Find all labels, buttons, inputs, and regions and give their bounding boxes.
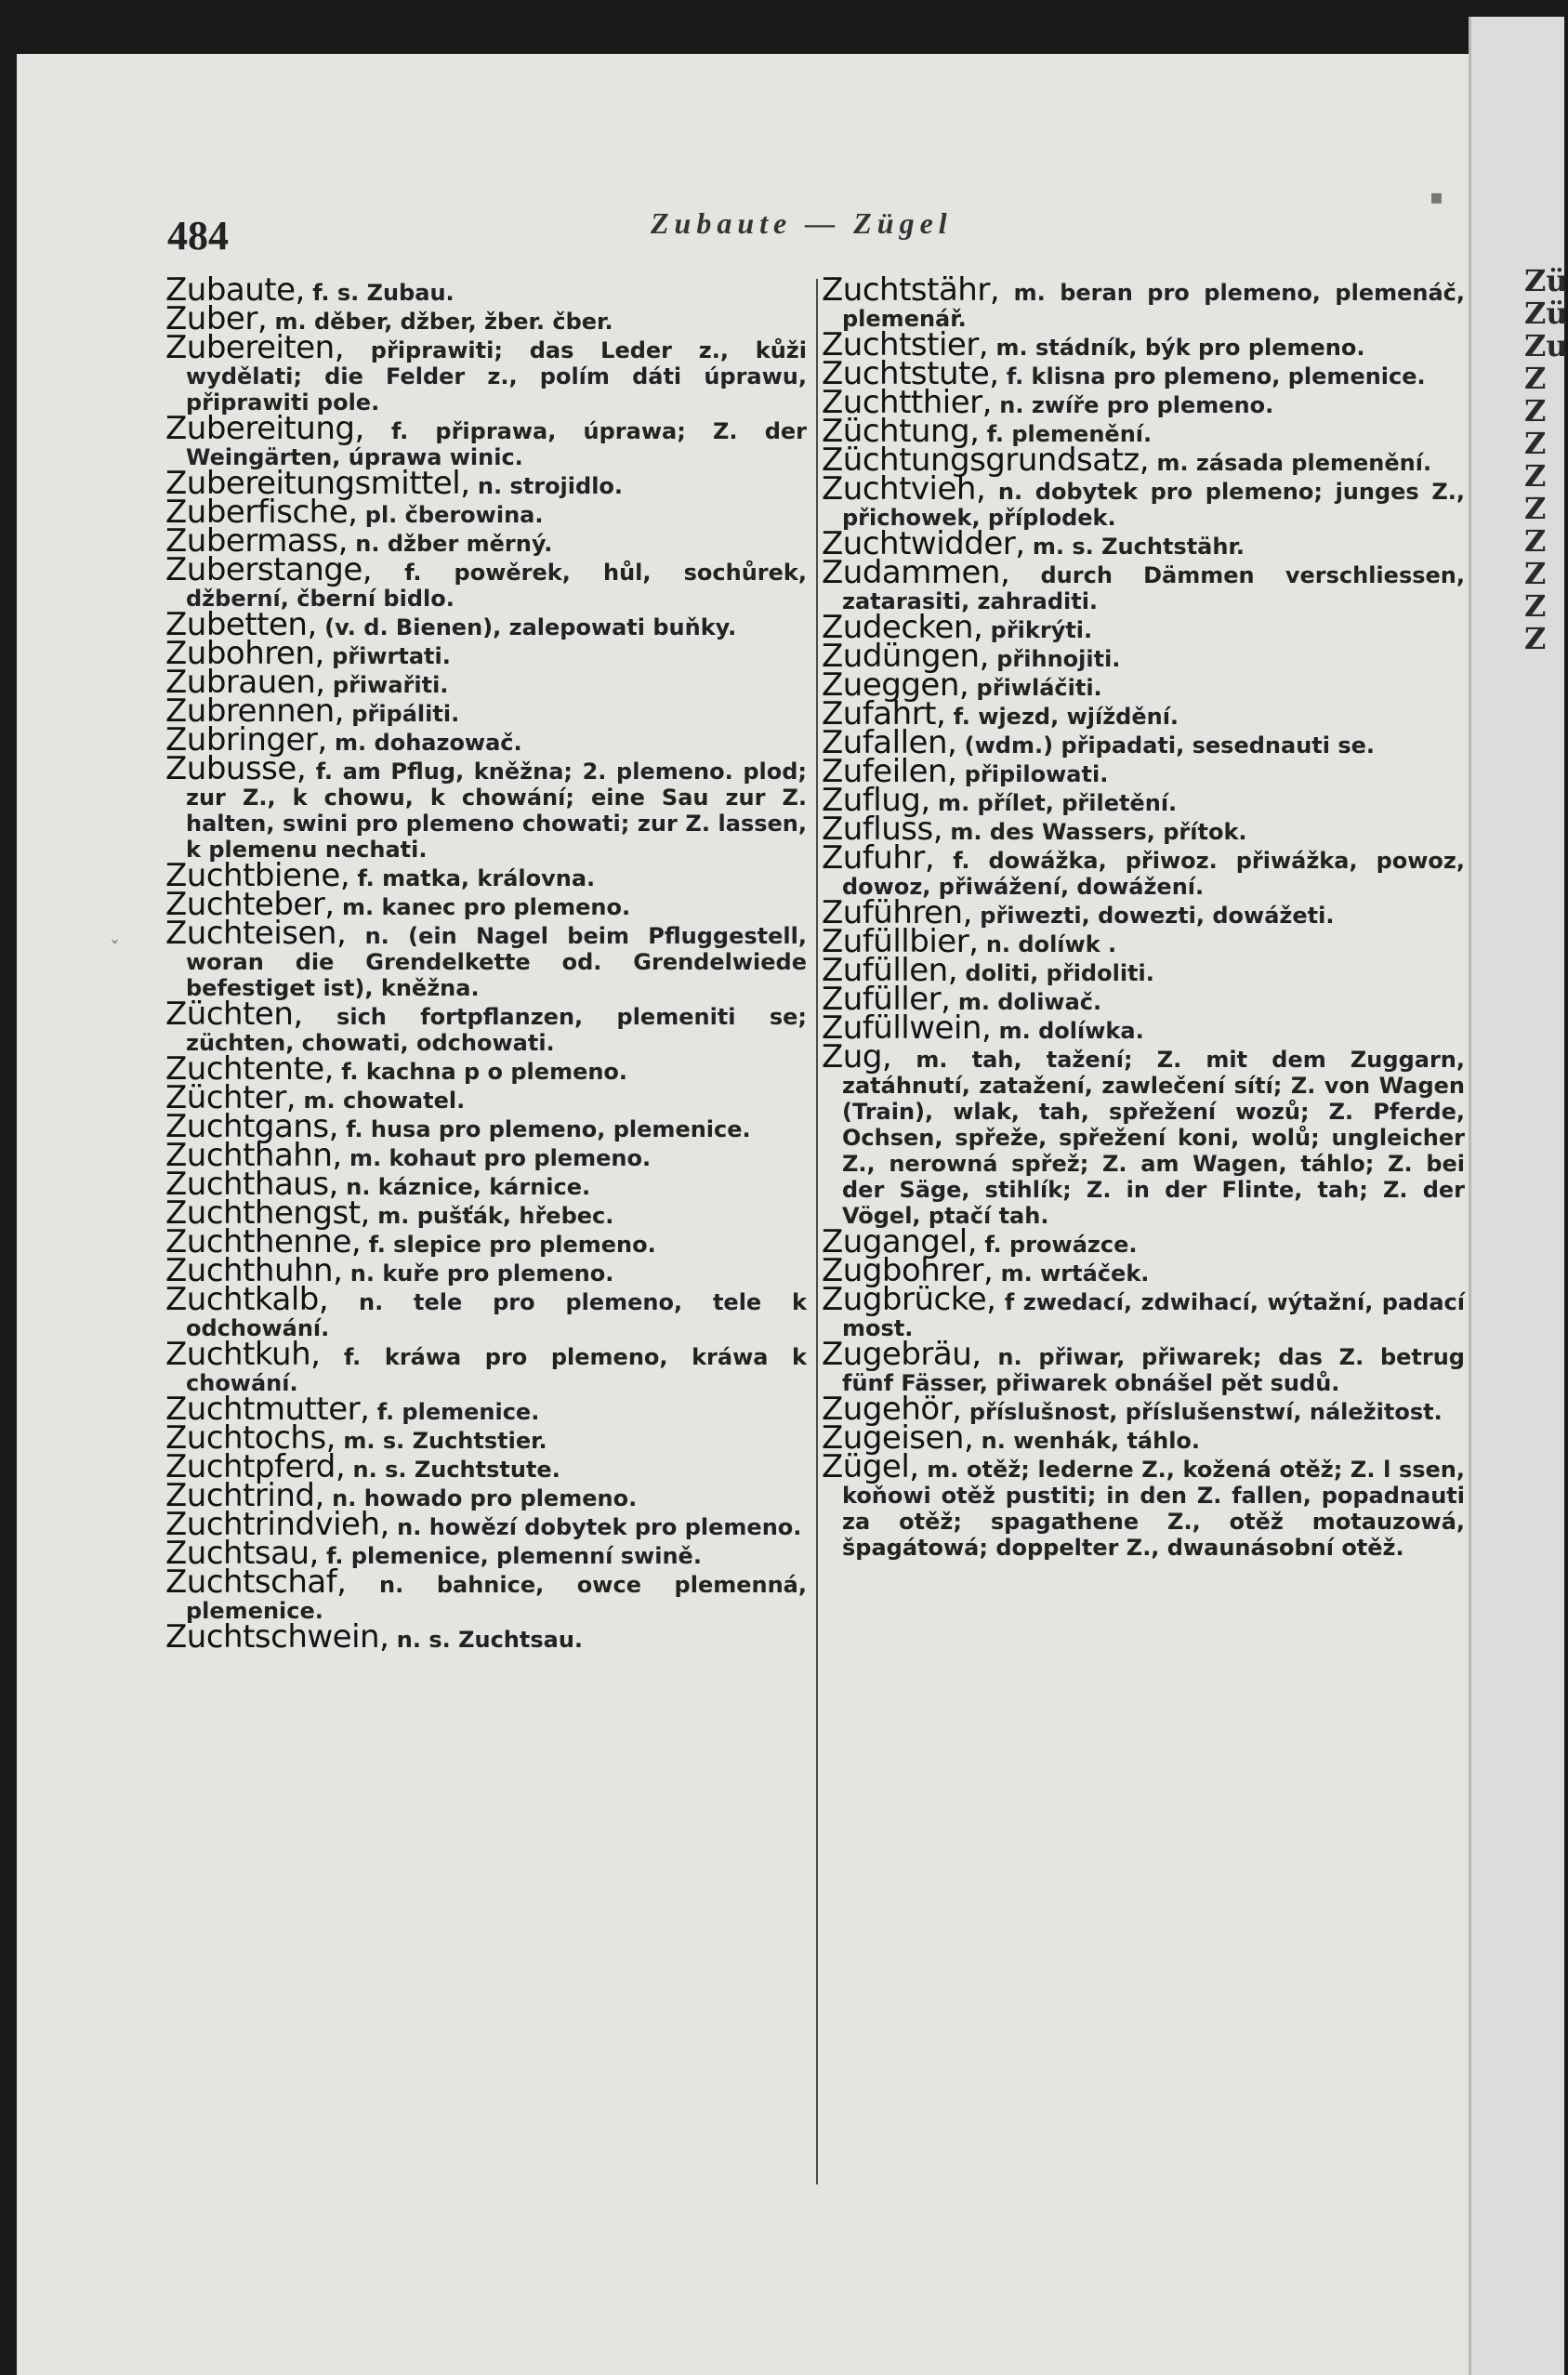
entry-definition: f. powěrek, hůl, sochůrek, džberní, čberní bidlo.	[186, 560, 807, 612]
entry-definition: m. stádník, býk pro plemeno.	[988, 335, 1365, 361]
entry-headword: Zudammen,	[822, 554, 1010, 591]
entry-definition: durch Dämmen verschliessen, zatarasiti, zahraditi.	[842, 562, 1465, 614]
entry-headword: Zugebräu,	[822, 1336, 982, 1373]
entry-definition: m. des Wassers, přítok.	[942, 819, 1247, 845]
entry-definition: n. káznice, kárnice.	[337, 1174, 591, 1200]
entry-definition: m. dohazowač.	[326, 730, 522, 756]
entry-definition: m. s. Zuchtstier.	[335, 1428, 547, 1454]
adjacent-page-letter: Zü	[1524, 296, 1568, 331]
entry-definition: n. dolíwk .	[978, 931, 1117, 957]
entry-definition: m. kohaut pro plemeno.	[341, 1145, 652, 1171]
entry-headword: Zubaute,	[165, 271, 305, 309]
entry-headword: Züchtungsgrundsatz,	[822, 442, 1150, 479]
entry-definition: n. bahnice, owce plemenná, plemenice.	[186, 1572, 807, 1624]
entry-headword: Zubrauen,	[165, 664, 325, 701]
entry-headword: Zuflug,	[822, 782, 930, 819]
entry-headword: Zuchtbiene,	[165, 857, 350, 894]
adjacent-page-letter: Z	[1524, 556, 1547, 591]
entry-definition: m. zásada plemenění.	[1149, 450, 1432, 476]
entry-definition: n. (ein Nagel beim Pfluggestell, woran die Grendelkette od. Grendelwiede befestiget ist), kněžna.	[186, 923, 807, 1001]
adjacent-page-letter: Z	[1524, 588, 1547, 624]
adjacent-page-letter: Z	[1524, 491, 1547, 526]
entry-definition: f. slepice pro plemeno.	[361, 1232, 656, 1258]
adjacent-page-letter: Z	[1524, 458, 1547, 494]
entry-definition: f. připrawa, úprawa; Z. der Weingärten, úprawa winic.	[186, 418, 807, 470]
entry-definition: m. doliwač.	[950, 989, 1102, 1015]
column-divider	[816, 279, 818, 2184]
entry-headword: Zuberfische,	[165, 494, 358, 531]
entry-headword: Zuchtwidder,	[822, 525, 1025, 562]
entry-definition: n. přiwar, přiwarek; das Z. betrug fünf Fässer, přiwarek obnášel pět sudů.	[842, 1344, 1465, 1396]
entry-headword: Zubohren,	[165, 635, 324, 672]
entry-headword: Zuführen,	[822, 894, 972, 931]
entry-headword: Zuchtstute,	[822, 355, 999, 392]
entry-headword: Zuchtgans,	[165, 1108, 338, 1145]
entry-headword: Zubereitungsmittel,	[165, 465, 470, 502]
entry-headword: Zuchtsau,	[165, 1535, 319, 1572]
entry-definition: přihnojiti.	[988, 646, 1121, 672]
entry-headword: Zudüngen,	[822, 638, 989, 675]
entry-definition: m. pušťák, hřebec.	[369, 1203, 614, 1229]
entry-definition: m. kanec pro plemeno.	[334, 894, 631, 920]
entry-headword: Zudecken,	[822, 609, 983, 646]
entry-definition: (v. d. Bienen), zalepowati buňky.	[316, 614, 737, 640]
entry-headword: Zubusse,	[165, 750, 307, 787]
entry-definition: n. howězí dobytek pro plemeno.	[389, 1514, 802, 1540]
margin-mark: ˇ	[110, 939, 120, 962]
running-head: Zubaute — Zügel	[651, 206, 953, 240]
entry-headword: Zufüllwein,	[822, 1009, 992, 1047]
adjacent-page-letters	[1524, 263, 1568, 656]
entry-definition: n. kuře pro plemeno.	[342, 1260, 614, 1286]
entry-headword: Zufüllbier,	[822, 923, 979, 960]
entry-definition: n. dobytek pro plemeno; junges Z., přichowek, příplodek.	[842, 479, 1465, 531]
entry-headword: Zuchthenne,	[165, 1223, 362, 1260]
entry-definition: m. wrtáček.	[993, 1260, 1150, 1286]
entry-definition: n. zwíře pro plemeno.	[991, 392, 1274, 418]
dictionary-entry	[165, 996, 807, 1056]
entry-headword: Zuchtente,	[165, 1050, 334, 1088]
entry-definition: f. kachna p o plemeno.	[333, 1059, 628, 1085]
entry-definition: m. dolíwka.	[991, 1018, 1144, 1044]
entry-headword: Zuber,	[165, 300, 268, 337]
entry-headword: Zubereitung,	[165, 410, 364, 447]
entry-headword: Zuberstange,	[165, 551, 373, 588]
entry-headword: Zuchtmutter,	[165, 1391, 370, 1428]
entry-headword: Zufluss,	[822, 811, 943, 848]
entry-headword: Zufallen,	[822, 724, 957, 761]
dictionary-entry	[165, 915, 807, 1001]
entry-headword: Zuchthengst,	[165, 1194, 370, 1232]
adjacent-page-letter: Z	[1524, 523, 1547, 559]
dictionary-entry	[165, 551, 807, 612]
entry-headword: Zuchtthier,	[822, 384, 992, 421]
adjacent-page-letter: Zu	[1524, 328, 1568, 363]
dictionary-entry	[822, 271, 1465, 332]
entry-definition: připáliti.	[343, 701, 460, 727]
entry-definition: f. plemenice, plemenní swině.	[318, 1543, 702, 1569]
entry-headword: Zugehör,	[822, 1391, 962, 1428]
entry-definition: m. beran pro plemeno, plemenáč, plemenář.	[842, 280, 1465, 332]
entry-headword: Zubrennen,	[165, 693, 344, 730]
entry-definition: n. howado pro plemeno.	[323, 1485, 638, 1511]
entry-headword: Zubermass,	[165, 522, 348, 560]
entry-headword: Zuchtpferd,	[165, 1448, 346, 1485]
entry-definition: m. otěž; lederne Z., kožená otěž; Z. l ssen, koňowi otěž pustiti; in den Z. fallen, popadnauti za otěž; spagathene Z., otěž motauzowá, špagátowá; doppelter Z., dwaunásobní otěž.	[842, 1457, 1465, 1561]
entry-definition: f. am Pflug, kněžna; 2. plemeno. plod; zur Z., k chowu, k chowání; eine Sau zur Z. halten, swini pro plemeno chowati; zur Z. lassen, k plemenu nechati.	[186, 759, 807, 863]
entry-headword: Zuchthaus,	[165, 1166, 338, 1203]
entry-headword: Zueggen,	[822, 666, 969, 704]
entry-headword: Zuchtkalb,	[165, 1281, 329, 1318]
entry-definition: f. dowážka, přiwoz. přiwážka, powoz, dowoz, přiwážení, dowážení.	[842, 848, 1465, 900]
dictionary-entry	[822, 1009, 1465, 1047]
entry-headword: Zug,	[822, 1038, 892, 1075]
entry-definition: f. s. Zubau.	[304, 280, 455, 306]
entry-headword: Zuchtschaf,	[165, 1564, 347, 1601]
entry-headword: Zügel,	[822, 1448, 919, 1485]
entry-definition: připrawiti; das Leder z., kůži wydělati; die Felder z., polím dáti úprawu, připrawiti pole.	[186, 337, 807, 416]
entry-headword: Zufeilen,	[822, 753, 957, 790]
page-number: 484	[167, 213, 229, 258]
entry-definition: m. tah, tažení; Z. mit dem Zuggarn, zatáhnutí, zatažení, zawlečení sítí; Z. von Wagen (Train), wlak, tah, spřežení wozů; Z. Pferde, Ochsen, spřeže, spřežení koni, wolů; ungleicher Z., nerowná spřež; Z. am Wagen, táhlo; Z. bei der Säge, stihlík; Z. in der Flinte, tah; Z. der Vögel, ptačí tah.	[842, 1047, 1465, 1229]
entry-headword: Zubringer,	[165, 721, 327, 759]
entry-definition: pl. čberowina.	[357, 502, 544, 528]
entry-headword: Zubetten,	[165, 606, 317, 643]
left-column	[165, 271, 807, 1656]
entry-headword: Zufuhr,	[822, 839, 935, 877]
adjacent-page-letter: Z	[1524, 393, 1547, 429]
entry-definition: n. strojidlo.	[469, 473, 624, 499]
entry-headword: Zufahrt,	[822, 695, 946, 732]
dictionary-entry	[822, 470, 1465, 531]
entry-headword: Zugangel,	[822, 1223, 978, 1260]
dictionary-entry	[822, 839, 1465, 900]
dictionary-entry	[822, 1281, 1465, 1341]
dictionary-entry	[822, 1336, 1465, 1396]
entry-definition: přiwezti, dowezti, dowážeti.	[971, 903, 1335, 929]
entry-definition: f. kráwa pro plemeno, kráwa k chowání.	[186, 1344, 807, 1396]
entry-headword: Zugeisen,	[822, 1419, 974, 1457]
entry-definition: f. plemenice.	[369, 1399, 540, 1425]
entry-headword: Zufüllen,	[822, 952, 958, 989]
entry-headword: Züchtung,	[822, 413, 980, 450]
entry-definition: m. přílet, přiletění.	[929, 790, 1178, 816]
entry-definition: m. s. Zuchtstähr.	[1024, 534, 1245, 560]
entry-headword: Zuchtstier,	[822, 326, 989, 363]
entry-definition: n. tele pro plemeno, tele k odchowání.	[186, 1289, 807, 1341]
entry-headword: Zubereiten,	[165, 329, 345, 366]
dictionary-entry	[165, 1564, 807, 1624]
entry-headword: Zuchtrindvieh,	[165, 1506, 389, 1543]
entry-headword: Zuchthuhn,	[165, 1252, 343, 1289]
entry-definition: m. chowatel.	[296, 1088, 466, 1114]
adjacent-page-letter: Z	[1524, 621, 1547, 656]
dictionary-entry	[165, 410, 807, 470]
entry-headword: Zuchthahn,	[165, 1137, 342, 1174]
entry-definition: f. klisna pro plemeno, plemenice.	[998, 363, 1426, 389]
entry-headword: Zuchteber,	[165, 886, 335, 923]
right-column	[822, 271, 1465, 1561]
entry-definition: f. matka, královna.	[349, 865, 596, 891]
entry-definition: připilowati.	[956, 761, 1109, 787]
entry-headword: Zuchteisen,	[165, 915, 347, 952]
entry-definition: přikrýti.	[982, 617, 1093, 643]
entry-definition: m. děber, džber, žber. čber.	[267, 309, 613, 335]
entry-headword: Zufüller,	[822, 981, 951, 1018]
dictionary-entry	[822, 1448, 1465, 1561]
entry-definition: příslušnost, příslušenstwí, náležitost.	[961, 1399, 1443, 1425]
entry-definition: n. s. Zuchtstute.	[345, 1457, 560, 1483]
entry-definition: sich fortpflanzen, plemeniti se; züchten, chowati, odchowati.	[186, 1004, 807, 1056]
entry-definition: f zwedací, zdwihací, wýtažní, padací most.	[842, 1289, 1465, 1341]
entry-headword: Züchten,	[165, 996, 303, 1033]
adjacent-page-letter: Zü	[1524, 263, 1568, 298]
entry-headword: Züchter,	[165, 1079, 296, 1116]
entry-headword: Zuchtstähr,	[822, 271, 1000, 309]
entry-definition: f. prowázce.	[977, 1232, 1138, 1258]
adjacent-page-letter: Z	[1524, 361, 1547, 396]
dictionary-entry	[165, 1281, 807, 1341]
entry-headword: Zugbrücke,	[822, 1281, 996, 1318]
adjacent-page-letter: Z	[1524, 426, 1547, 461]
entry-definition: f. husa pro plemeno, plemenice.	[337, 1116, 751, 1142]
dictionary-entry	[165, 1336, 807, 1396]
entry-definition: n. džber měrný.	[347, 531, 553, 557]
entry-headword: Zugbohrer,	[822, 1252, 994, 1289]
entry-definition: přiwrtati.	[323, 643, 451, 669]
entry-headword: Zuchtschwein,	[165, 1618, 389, 1656]
entry-definition: přiwařiti.	[324, 672, 449, 698]
dictionary-entry	[165, 750, 807, 863]
entry-definition: doliti, přidoliti.	[957, 960, 1154, 986]
entry-definition: n. s. Zuchtsau.	[389, 1627, 584, 1653]
entry-definition: f. plemenění.	[979, 421, 1153, 447]
entry-definition: n. wenhák, táhlo.	[973, 1428, 1201, 1454]
dictionary-entry	[822, 1038, 1465, 1229]
entry-headword: Zuchtochs,	[165, 1419, 336, 1457]
entry-definition: (wdm.) připadati, sesednauti se.	[956, 732, 1376, 759]
dictionary-entry	[822, 554, 1465, 614]
margin-mark: ▪	[1430, 186, 1443, 209]
entry-definition: f. wjezd, wjíždění.	[945, 704, 1179, 730]
dictionary-entry	[165, 1618, 807, 1656]
entry-definition: přiwláčiti.	[968, 675, 1102, 701]
dictionary-entry	[165, 329, 807, 416]
entry-headword: Zuchtvieh,	[822, 470, 986, 508]
entry-headword: Zuchtrind,	[165, 1477, 324, 1514]
entry-headword: Zuchtkuh,	[165, 1336, 321, 1373]
